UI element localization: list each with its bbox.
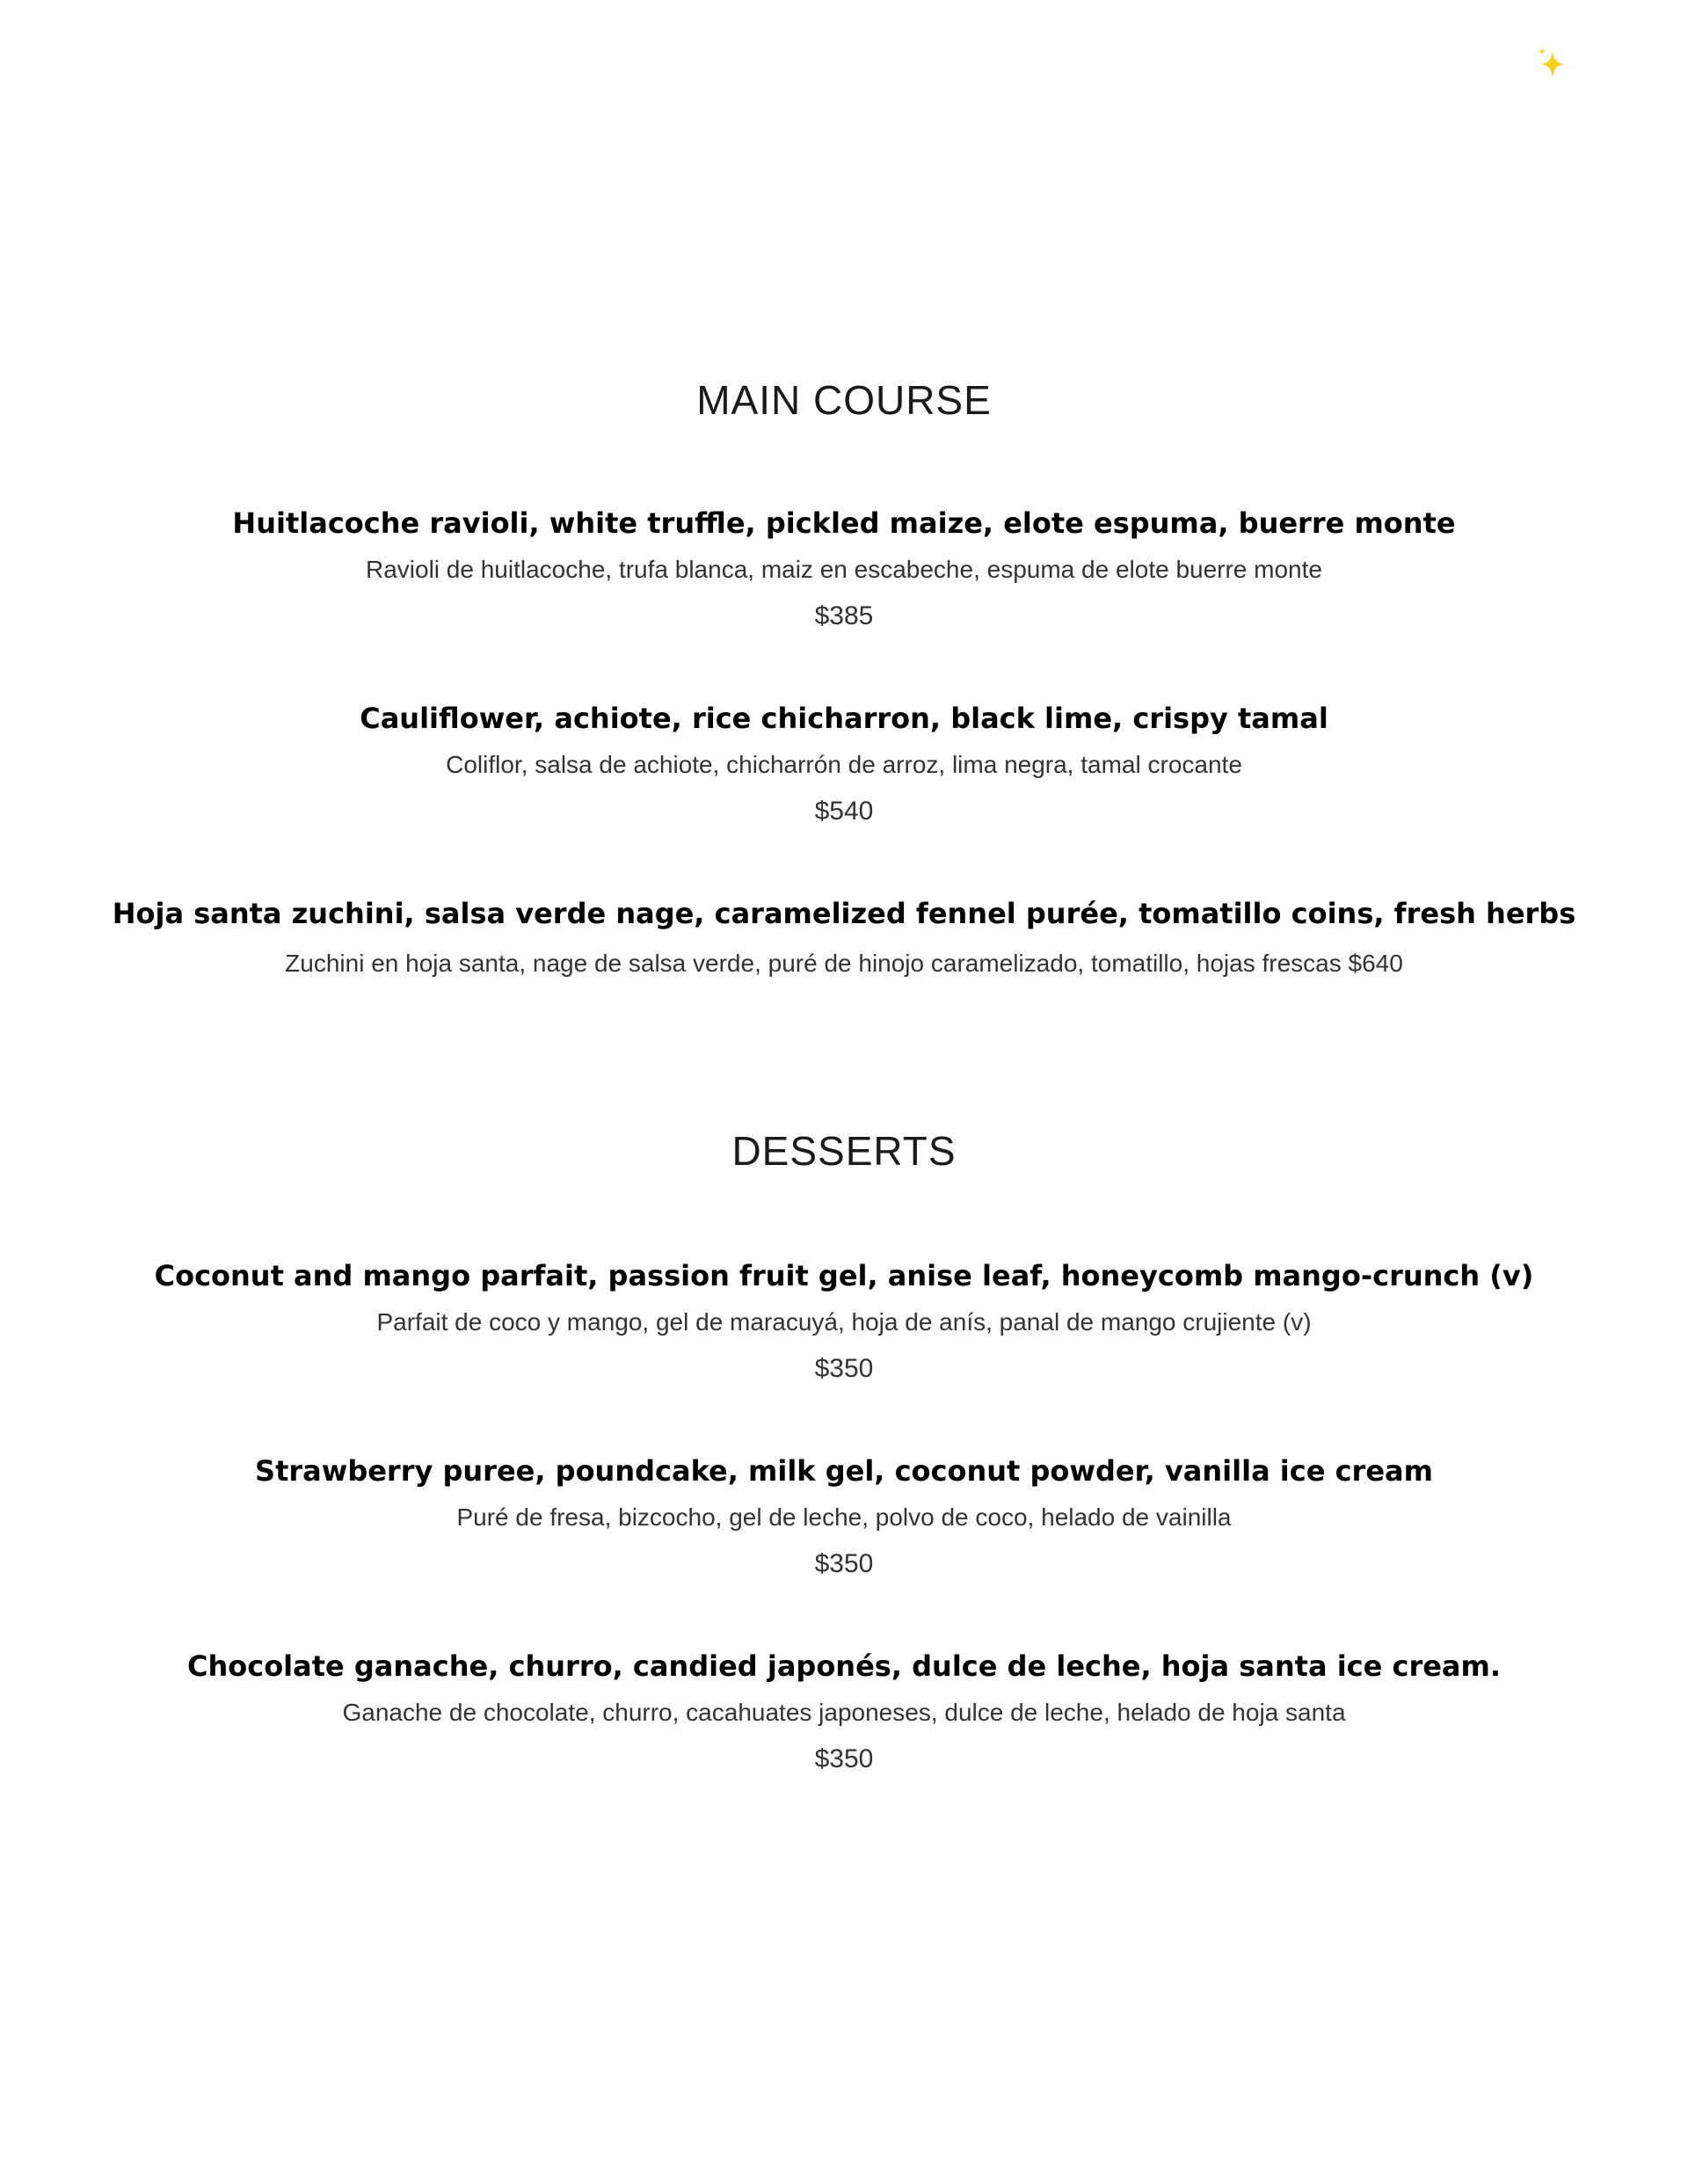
section-title-desserts: DESSERTS [731, 1128, 957, 1174]
dish-name: Cauliflower, achiote, rice chicharron, black lime, crispy tamal [360, 702, 1328, 735]
dish-description: Puré de fresa, bizcocho, gel de leche, polvo de coco, helado de vainilla [456, 1503, 1232, 1531]
dish-name: Coconut and mango parfait, passion fruit gel, anise leaf, honeycomb mango-crunch (v) [154, 1259, 1534, 1292]
dish-name: Strawberry puree, poundcake, milk gel, coconut powder, vanilla ice cream [255, 1454, 1433, 1488]
sparkle-icon [1537, 46, 1567, 83]
dish-price: $350 [814, 1549, 874, 1578]
dish-description: Coliflor, salsa de achiote, chicharrón de arroz, lima negra, tamal crocante [446, 751, 1242, 778]
dish-price: $540 [814, 797, 874, 826]
dish-description: Ganache de chocolate, churro, cacahuates japoneses, dulce de leche, helado de hoja santa [342, 1699, 1346, 1726]
dish-price: $385 [814, 601, 874, 630]
dish-price: $350 [814, 1354, 874, 1383]
section-title-main-course: MAIN COURSE [696, 377, 992, 423]
dish-name: Hoja santa zuchini, salsa verde nage, caramelized fennel purée, tomatillo coins, fresh herbs [112, 897, 1576, 930]
dish-price: $350 [814, 1744, 874, 1773]
dish-description: Parfait de coco y mango, gel de maracuyá, hoja de anís, panal de mango crujiente (v) [376, 1308, 1312, 1336]
dish-name: Huitlacoche ravioli, white truffle, pickled maize, elote espuma, buerre monte [232, 506, 1456, 540]
dish-description: Zuchini en hoja santa, nage de salsa verde, puré de hinojo caramelizado, tomatillo, hojas frescas $640 [285, 950, 1403, 977]
dish-description: Ravioli de huitlacoche, trufa blanca, maiz en escabeche, espuma de elote buerre monte [366, 556, 1322, 583]
dish-name: Chocolate ganache, churro, candied japonés, dulce de leche, hoja santa ice cream. [186, 1649, 1502, 1683]
